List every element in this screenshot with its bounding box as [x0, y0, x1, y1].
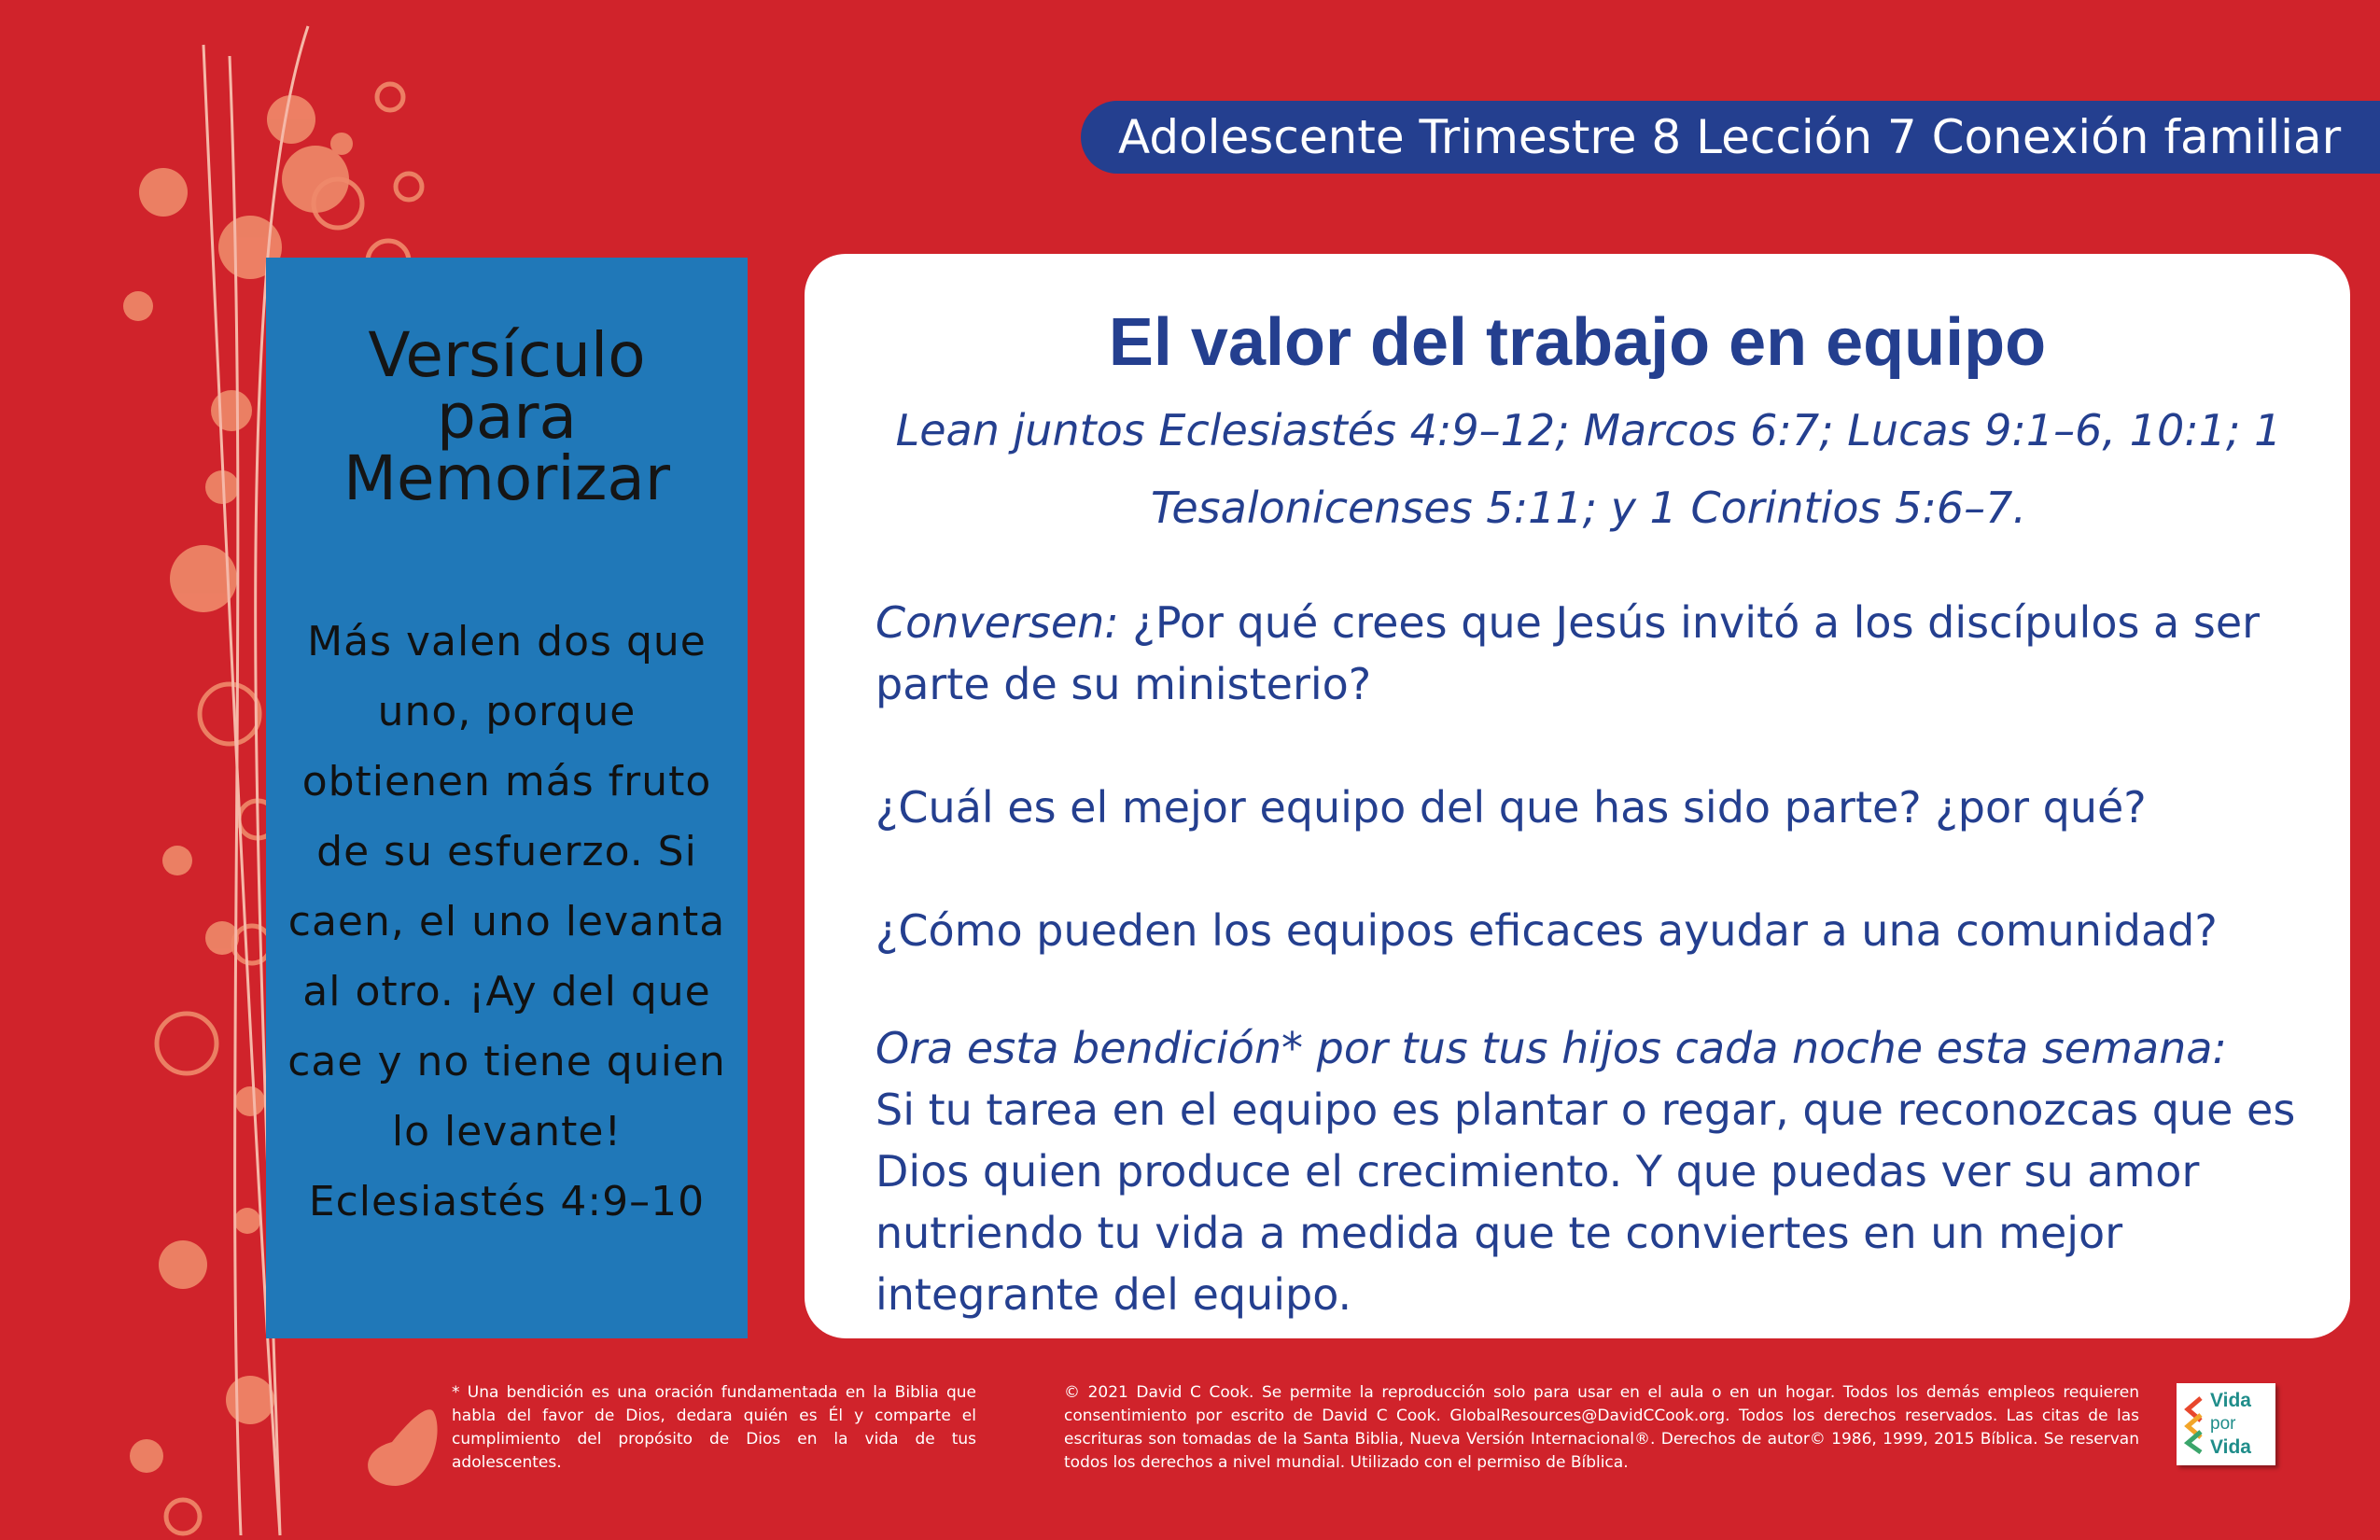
memory-verse-title-line: Memorizar	[343, 442, 670, 514]
logo-line: Vida	[2210, 1390, 2251, 1411]
logo-line: Vida	[2210, 1436, 2251, 1458]
blessing-footnote: * Una bendición es una oración fundamentada en la Biblia que habla del favor de Dios, dedara quién es Él y comparte el cumplimiento del propósito de Dios en la vida de tus adolescentes.	[452, 1383, 976, 1472]
logo-line: por	[2210, 1414, 2236, 1434]
blessing-intro: Ora esta bendición* por tus tus hijos cada noche esta semana:	[875, 1023, 2227, 1073]
lesson-header-banner: Adolescente Trimestre 8 Lección 7 Conexión familiar	[1081, 101, 2380, 174]
discussion-question-3: ¿Cómo pueden los equipos eficaces ayudar a una comunidad?	[875, 905, 2218, 956]
memory-verse-title	[266, 319, 748, 514]
scripture-reading: Lean juntos Eclesiastés 4:9–12; Marcos 6:7; Lucas 9:1–6, 10:1; 1 Tesalonicenses 5:11; y 1 Corintios 5:6–7.	[895, 405, 2282, 533]
memory-verse-text: Más valen dos que uno, porque obtienen más fruto de su esfuerzo. Si caen, el uno levanta al otro. ¡Ay del que cae y no tiene quien lo levante!	[287, 618, 726, 1155]
memory-verse-title-line: para	[437, 381, 577, 453]
copyright-notice: © 2021 David C Cook. Se permite la reproducción solo para usar en el aula o en un hogar. Todos los demás empleos requieren consentimiento por escrito de David C Cook. GlobalResources@DavidCCook.org. Todos los derechos reservados. Las citas de las escrituras son tomadas de la Santa Biblia, Nueva Versión Internacional®. Derechos de autor© 1986, 1999, 2015 Bíblica. Se reservan todos los derechos a nivel mundial. Utilizado con el permiso de Bíblica.	[1064, 1383, 2139, 1472]
lesson-title: El valor del trabajo en equipo	[1108, 305, 2047, 380]
memory-verse-body	[277, 607, 736, 1237]
memory-verse-panel	[266, 258, 748, 1338]
logo-text	[2210, 1389, 2272, 1459]
vida-por-vida-logo	[2177, 1383, 2275, 1465]
question-1-text: ¿Por qué crees que Jesús invitó a los discípulos a ser parte de su ministerio?	[875, 597, 2261, 709]
blessing-text: Si tu tarea en el equipo es plantar o regar, que reconozcas que es Dios quien produce el crecimiento. Y que puedas ver su amor nutriendo tu vida a medida que te conviertes en un mejor integrante del equipo.	[875, 1085, 2296, 1320]
memory-verse-reference: Eclesiastés 4:9–10	[308, 1178, 706, 1225]
memory-verse-title-line: Versículo	[368, 319, 646, 391]
conversen-prompt: Conversen:	[875, 597, 1119, 648]
family-connection-card	[805, 254, 2350, 1338]
discussion-question-1	[875, 592, 2303, 715]
logo-chevron-icon	[2182, 1396, 2206, 1454]
discussion-question-2: ¿Cuál es el mejor equipo del que has sido parte? ¿por qué?	[875, 782, 2147, 833]
